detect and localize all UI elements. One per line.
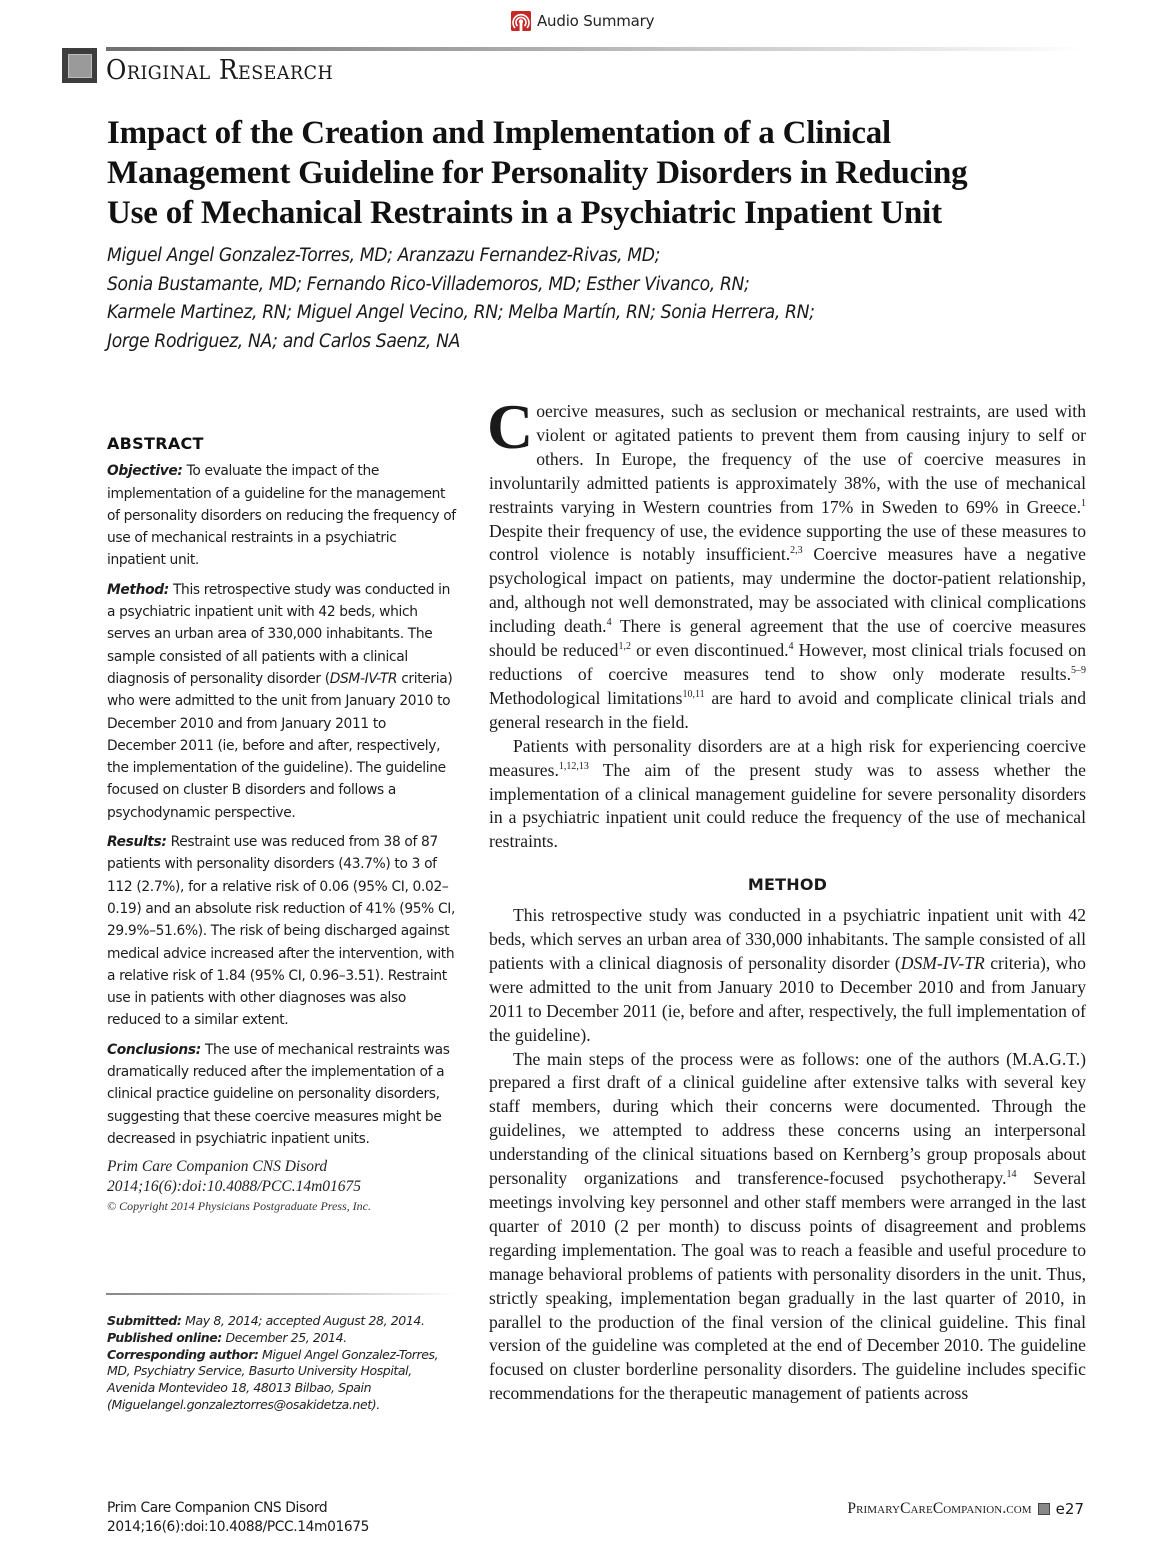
- header-divider: [106, 47, 1086, 51]
- citation-ref[interactable]: 14: [1006, 1169, 1017, 1181]
- citation-ref[interactable]: 1: [1081, 497, 1086, 509]
- title-line: Management Guideline for Personality Disorders in Reducing: [107, 155, 968, 191]
- footer-right: [847, 1500, 1084, 1518]
- citation-ref[interactable]: 1,12,13: [558, 760, 589, 772]
- corresponding-author: Corresponding author: Miguel Angel Gonzalez-Torres, MD, Psychiatry Service, Basurto University Hospital, Avenida Montevideo 18, 48013 Bilbao, Spain (Miguelangel.gonzaleztorres@osakidetza.net).: [107, 1346, 439, 1412]
- submitted-info: Submitted: May 8, 2014; accepted August 28, 2014.: [107, 1313, 425, 1328]
- footer-separator-icon: [1038, 1503, 1050, 1515]
- audio-summary-link[interactable]: [511, 11, 654, 31]
- citation-ref[interactable]: 1,2: [618, 641, 631, 653]
- article-meta: [107, 1313, 462, 1414]
- abstract-method: Method: This retrospective study was conducted in a psychiatric inpatient unit with 42 beds, which serves an urban area of 330,000 inhabitants. The sample consisted of all patients with a clinical diagnosis of personality disorder (DSM-IV-TR criteria) who were admitted to the unit from January 2010 to December 2010 and from January 2011 to December 2011 (ie, before and after, respectively, the implementation of the guideline). The guideline focused on cluster B disorders and follows a psychodynamic perspective.: [107, 581, 453, 821]
- author-line: Jorge Rodriguez, NA; and Carlos Saenz, NA: [107, 330, 461, 352]
- method-paragraph-1: This retrospective study was conducted in a psychiatric inpatient unit with 42 beds, which serves an urban area of 330,000 inhabitants. The sample consisted of all patients with a clinical diagnosis of personality disorder (DSM-IV-TR criteria), who were admitted to the unit from January 2010 to December 2010 and from January 2011 to December 2011 (ie, before and after, respectively, the full implementation of the guideline).: [489, 905, 1086, 1045]
- citation-ref[interactable]: 2,3: [790, 545, 803, 557]
- citation-ref[interactable]: 4: [788, 641, 794, 653]
- citation-ref[interactable]: 4: [606, 617, 612, 629]
- page-number: e27: [1055, 1500, 1084, 1518]
- article-title: [107, 113, 1067, 233]
- author-list: [107, 242, 1000, 356]
- citation-ref[interactable]: 5–9: [1071, 664, 1086, 676]
- title-line: Impact of the Creation and Implementation of a Clinical: [107, 115, 892, 151]
- drop-cap: C: [487, 391, 534, 462]
- method-paragraph-2: The main steps of the process were as follows: one of the authors (M.A.G.T.) prepared a first draft of a clinical guideline after extensive talks with several key staff members, during which their concerns were documented. Through the guidelines, we attempted to address these concerns using an interpersonal understanding of the clinical situations based on Kernberg’s group proposals about personality organizations and transference-focused psychotherapy.$^{14}$ Several meetings involving key personnel and other staff members were arranged in the last quarter of 2010 (2 per month) to discuss points of disagreement and problems regarding implementation. The goal was to reach a feasible and useful procedure to manage behavioral problems of patients with personality disorders in the unit. Thus, strictly speaking, implementation began gradually in the last quarter of 2010, in parallel to the production of the final version of the clinical guideline. This final version of the guideline was completed at the end of December 2010. The guideline focused on cluster borderline personality disorders. The guideline includes specific recommendations for the therapeutic management of patients across: [489, 1048, 1087, 1404]
- journal-website-link[interactable]: PrimaryCareCompanion.com: [847, 1500, 1032, 1517]
- abstract: [107, 433, 457, 1215]
- abstract-conclusions: Conclusions: The use of mechanical restraints was dramatically reduced after the implementation of a clinical practice guideline on personality disorders, suggesting that these coercive measures might be decreased in psychiatric inpatient units.: [107, 1041, 450, 1147]
- audio-summary-label: Audio Summary: [537, 12, 655, 30]
- audio-speaker-icon: [511, 11, 531, 31]
- article-body: [487, 391, 1087, 1406]
- author-line: Sonia Bustamante, MD; Fernando Rico-Villademoros, MD; Esther Vivanco, RN;: [107, 273, 750, 295]
- section-label: Original Research: [106, 55, 334, 86]
- abstract-objective: Objective: To evaluate the impact of the implementation of a guideline for the management of personality disorders on reducing the frequency of use of mechanical restraints in a psychiatric inpatient unit.: [107, 463, 456, 569]
- abstract-divider: [106, 1293, 456, 1295]
- abstract-citation: Prim Care Companion CNS Disord 2014;16(6):doi:10.4088/PCC.14m01675: [107, 1158, 362, 1196]
- citation-ref[interactable]: 10,11: [682, 688, 705, 700]
- section-marker-icon: [62, 48, 97, 83]
- abstract-heading: ABSTRACT: [107, 434, 204, 453]
- intro-paragraph-1: Coercive measures, such as seclusion or mechanical restraints, are used with violent or agitated patients to prevent them from causing injury to self or others. In Europe, the frequency of the use of coercive measures in involuntarily admitted patients is approximately 38%, with the use of mechanical restraints varying in Western countries from 17% in Sweden to 69% in Greece.$^1$ Despite their frequency of use, the evidence supporting the use of these measures to control violence is notably insufficient.$^{2,3}$ Coercive measures have a negative psychological impact on patients, may undermine the doctor-patient relationship, and, although not well demonstrated, may be associated with clinical complications including death.$^4$ There is general agreement that the use of coercive measures should be reduced$^{1,2}$ or even discontinued.$^4$ However, most clinical trials focused on reductions of coercive measures tend to show only moderate results.$^{5-9}$ Methodological limitations$^{10,11}$ are hard to avoid and complicate clinical trials and general research in the field.: [487, 391, 1086, 732]
- footer-citation: Prim Care Companion CNS Disord 2014;16(6):doi:10.4088/PCC.14m01675: [107, 1500, 370, 1535]
- abstract-results: Results: Restraint use was reduced from 38 of 87 patients with personality disorders (43.7%) to 3 of 112 (2.7%), for a relative risk of 0.06 (95% CI, 0.02–0.19) and an absolute risk reduction of 41% (95% CI, 29.9%–51.6%). The risk of being discharged against medical advice increased after the intervention, with a relative risk of 1.84 (95% CI, 0.96–3.51). Restraint use in patients with other diagnoses was also reduced to a similar extent.: [107, 834, 456, 1029]
- title-line: Use of Mechanical Restraints in a Psychiatric Inpatient Unit: [107, 195, 942, 231]
- author-line: Karmele Martinez, RN; Miguel Angel Vecino, RN; Melba Martín, RN; Sonia Herrera, RN;: [107, 302, 815, 323]
- intro-paragraph-2: Patients with personality disorders are at a high risk for experiencing coercive measures.$^{1,12,13}$ The aim of the present study was to assess whether the implementation of a clinical management guideline for severe personality disorders in a psychiatric inpatient unit could reduce the frequency of the use of mechanical restraints.: [489, 735, 1086, 852]
- method-heading: METHOD: [747, 875, 828, 895]
- copyright-notice: © Copyright 2014 Physicians Postgraduate Press, Inc.: [107, 1199, 371, 1214]
- author-line: Miguel Angel Gonzalez-Torres, MD; Aranzazu Fernandez-Rivas, MD;: [107, 245, 661, 266]
- published-info: Published online: December 25, 2014.: [107, 1329, 347, 1345]
